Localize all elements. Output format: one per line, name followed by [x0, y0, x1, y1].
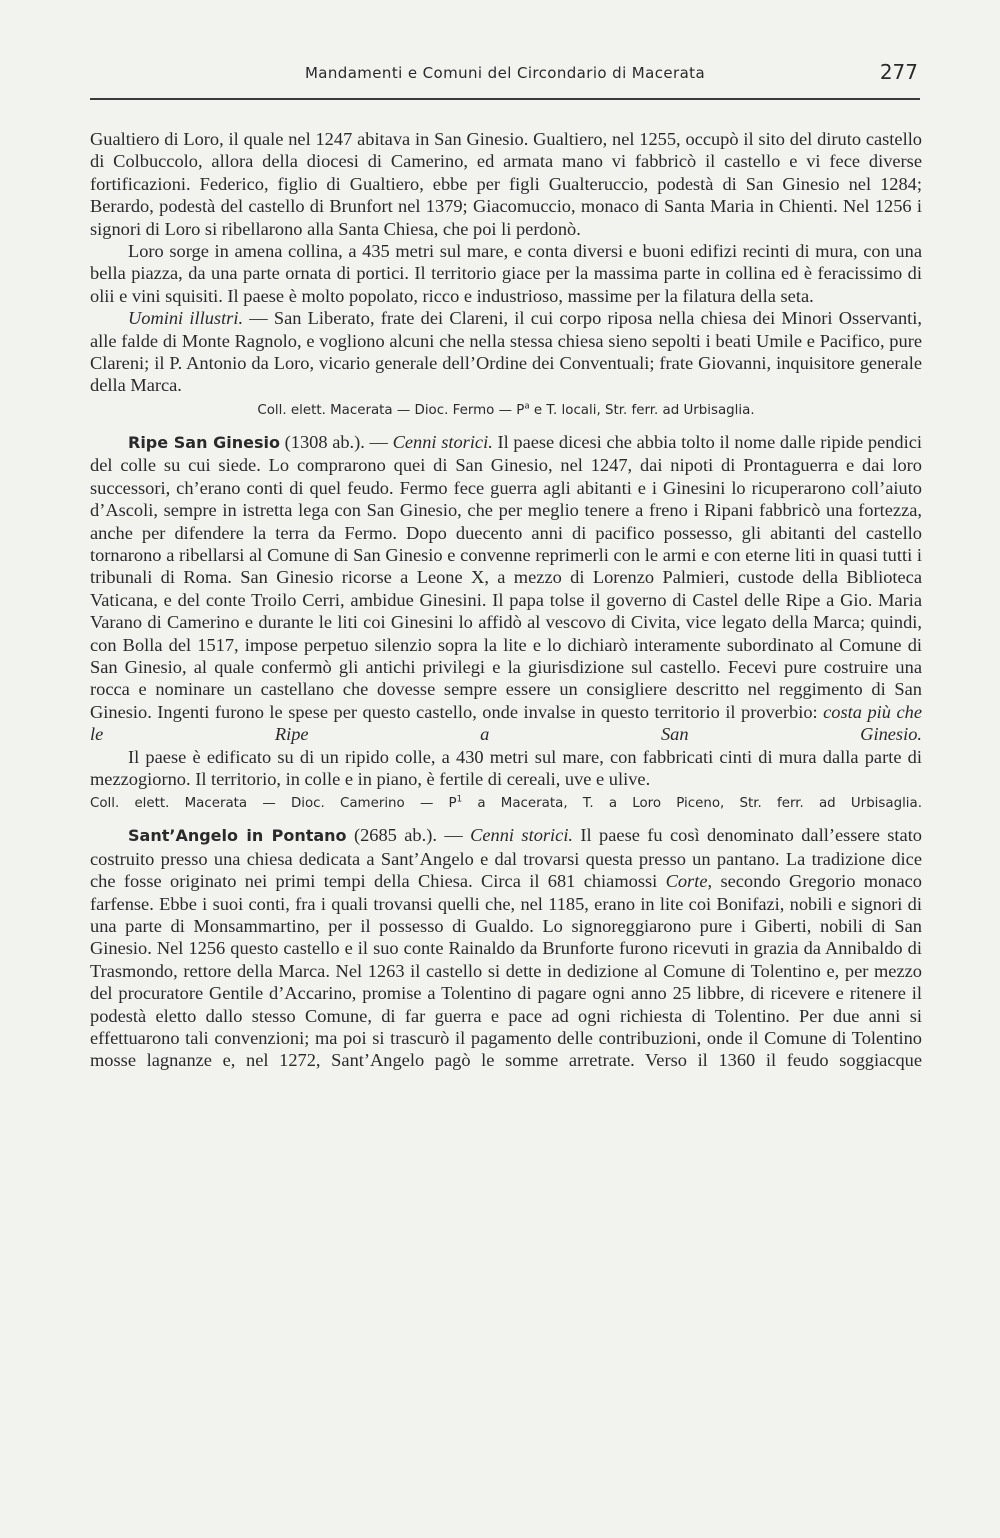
ripe-footnote-b: a Macerata, T. a Loro Piceno, Str. ferr. ad Urbisaglia.: [462, 796, 922, 812]
loro-footnote-b: e T. locali, Str. ferr. ad Urbisaglia.: [529, 402, 755, 418]
uomini-illustri-label: Uomini illustri.: [128, 308, 244, 329]
santangelo-text-a: Il paese fu così denominato dall’essere stato costruito presso una chiesa dedicata a Sant’Angelo e dal trovarsi questa presso un pantano. La tradizione dice che fosse originato nei primi tempi della Chiesa. Circa il 681 chiamossi: [90, 825, 922, 892]
ripe-footnote-sup: 1: [456, 794, 463, 805]
uomini-illustri-text: — San Liberato, frate dei Clareni, il cui corpo riposa nella chiesa dei Minori Osservanti, alle falde di Monte Ragnolo, e vogliono alcuni che nella stessa chiesa sieno sepolti i beati Umile e Pacifico, pure Clareni; il P. Antonio da Loro, vicario generale dell’Ordine dei Conventuali; frate Giovanni, inquisitore generale della Marca.: [90, 308, 922, 396]
page-body: [90, 128, 922, 1072]
running-title: Mandamenti e Comuni del Circondario di Macerata: [304, 64, 706, 82]
loro-footnote: [90, 401, 922, 421]
ripe-proverb: costa più che le Ripe a San Ginesio.: [90, 701, 922, 745]
santangelo-text-b: , secondo Gregorio monaco farfense. Ebbe i suoi conti, fra i quali trovansi quelli che, nel 1185, erano in lite coi Bonifazi, nobili e signori di una parte di Monsammartino, per il possesso di Gualdo. Lo signoreggiarono pure i Giberti, nobili di San Ginesio. Nel 1256 questo castello e il suo conte Rainaldo da Brunforte furono ricevuti in grazia da Annibaldo di Trasmondo, rettore della Marca. Nel 1263 il castello si dette in dedizione al Comune di Tolentino e, per mezzo del procuratore Gentile d’Accarino, promise a Tolentino di pagare ogni anno 25 libbre, di ricevere e ritenere il podestà eletto dallo stesso Comune, di far guerra e pace ad ogni richiesta di Tolentino. Per due anni si effettuarono tali convenzioni; ma poi si trascurò il pagamento delle contribuzioni, onde il Comune di Tolentino mosse lagnanze e, nel 1272, Sant’Angelo pagò le somme arretrate. Verso il 1360 il feudo soggiacque: [90, 871, 922, 1071]
page-number: 277: [879, 60, 918, 84]
ripe-paragraph-2: Il paese è edificato su di un ripido colle, a 430 metri sul mare, con fabbricati cinti di mura dalla parte di mezzogiorno. Il territorio, in colle e in piano, è fertile di cereali, uve e ulive.: [90, 746, 922, 789]
ripe-footnote-a: Coll. elett. Macerata — Dioc. Camerino — P: [90, 796, 457, 812]
santangelo-corte: Corte: [665, 871, 708, 892]
loro-paragraph-1: Gualtiero di Loro, il quale nel 1247 abitava in San Ginesio. Gualtiero, nel 1255, occupò il sito del diruto castello di Colbuccolo, allora della diocesi di Camerino, ed armata mano vi fabbricò il castello e vi fece diverse fortificazioni. Federico, figlio di Gualtiero, ebbe per figli Gualteruccio, podestà di San Ginesio nel 1284; Berardo, podestà del castello di Brunfort nel 1379; Giacomuccio, monaco di Santa Maria in Chienti. Nel 1256 i signori di Loro si ribellarono alla Santa Chiesa, che poi li perdonò.: [90, 129, 922, 239]
ripe-footnote: [90, 794, 922, 814]
ripe-population: (1308 ab.). —: [279, 431, 393, 452]
santangelo-cenni-label: Cenni storici.: [470, 825, 574, 846]
ripe-paragraph-1: [90, 431, 922, 746]
ripe-cenni-label: Cenni storici.: [392, 431, 493, 452]
santangelo-paragraph-1: [90, 824, 922, 1071]
loro-paragraph-2: Loro sorge in amena collina, a 435 metri sul mare, e conta diversi e buoni edifizi recinti di mura, con una bella piazza, da una parte ornata di portici. Il territorio giace per la massima parte in collina ed è feracissimo di olii e vini squisiti. Il paese è molto popolato, ricco e industrioso, massime per la filatura della seta.: [90, 241, 922, 306]
santangelo-title: Sant’Angelo in Pontano: [128, 826, 347, 846]
loro-footnote-a: Coll. elett. Macerata — Dioc. Fermo — P: [257, 402, 525, 418]
loro-footnote-sup: a: [524, 401, 530, 412]
santangelo-population: (2685 ab.). —: [346, 825, 471, 846]
ripe-text: Il paese dicesi che abbia tolto il nome dalle ripide pendici del colle su cui siede. Lo comprarono quei di San Ginesio, nel 1247, dai nipoti di Prontaguerra e dai loro successori, ch’erano conti di quel feudo. Fermo fece guerra agli abitanti e i Ginesini lo ricuperarono coll’aiuto d’Ascoli, sempre in istretta lega con San Ginesio, che per meglio tenere a freno i Ripani fabbricò una fortezza, anche per difendere la terra da Fermo. Dopo duecento anni di pacifico possesso, gli abitanti del castello tornarono a ribellarsi al Comune di San Ginesio e convenne reprimerli con le armi e con eterne liti in quasi tutti i tribunali di Roma. San Ginesio ricorse a Leone X, a mezzo di Lorenzo Palmieri, custode della Biblioteca Vaticana, e del conte Troilo Cerri, ambidue Ginesini. Il papa tolse il governo di Castel delle Ripe a Gio. Maria Varano di Camerino e durante le liti coi Ginesini lo affidò al vescovo di Civita, vice legato della Marca; quindi, con Bolla del 1517, impose perpetuo silenzio sopra la lite e lo dichiarò interamente subordinato al Comune di San Ginesio, al quale confermò gli antichi privilegi e la giurisdizione sul castello. Fecevi pure costruire una rocca e nominare un castellano che dovesse sempre essere un consigliere descritto nel reggimento di San Ginesio. Ingenti furono le spese per questo castello, onde invalse in questo territorio il proverbio:: [90, 431, 923, 722]
loro-illustrious-men: [90, 307, 922, 397]
page-header: [90, 58, 920, 94]
ripe-title: Ripe San Ginesio: [128, 432, 280, 452]
header-rule: [90, 98, 920, 100]
